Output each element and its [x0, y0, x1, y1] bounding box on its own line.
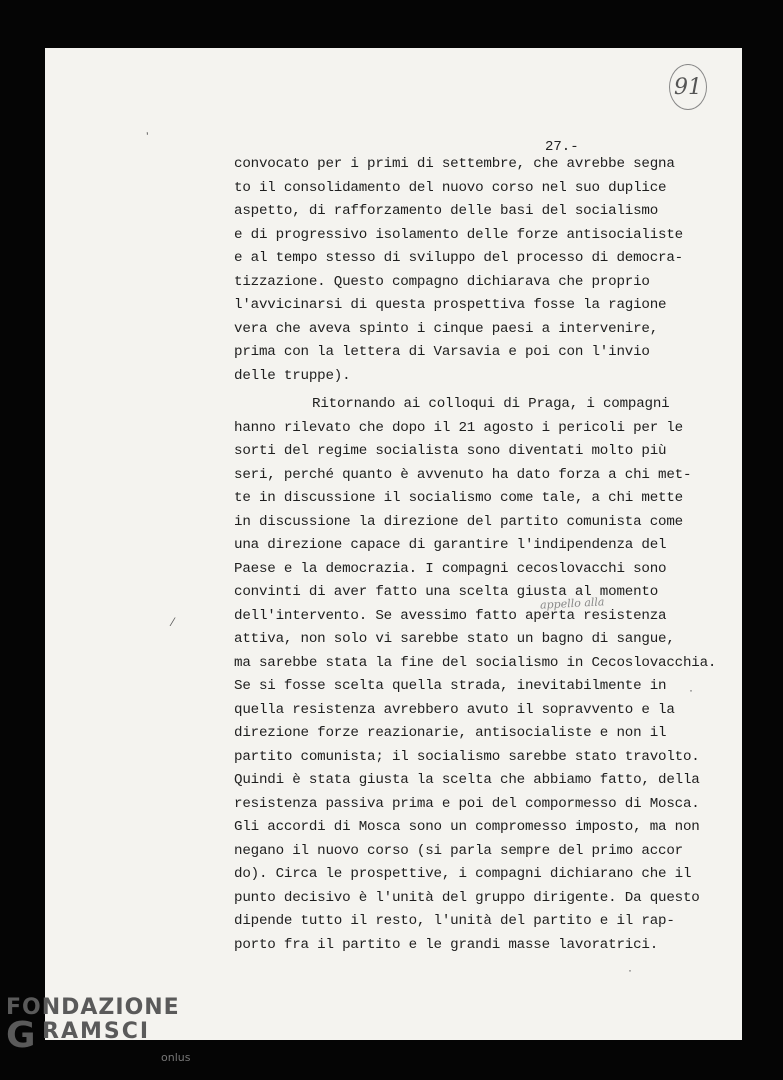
text-line: convocato per i primi di settembre, che avrebbe segna [234, 156, 675, 172]
text-line: convinti di aver fatto una scelta giusta al momento [234, 584, 659, 600]
logo-line2: RAMSCI [42, 1019, 151, 1044]
text-line: delle truppe). [234, 367, 351, 384]
fondazione-gramsci-logo [6, 995, 191, 1064]
text-line: punto decisivo è l'unità del gruppo dirigente. Da questo [234, 889, 700, 906]
text-line: dipende tutto il resto, l'unità del partito e il rap- [234, 913, 675, 929]
text-line: Gli accordi di Mosca sono un compromesso imposto, ma non [234, 819, 700, 835]
logo-g-mark: G [6, 1015, 36, 1056]
text-line: negano il nuovo corso (si parla sempre del primo accor [234, 842, 683, 859]
text-line: Se si fosse scelta quella strada, inevitabilmente in [234, 678, 667, 694]
text-line: partito comunista; il socialismo sarebbe stato travolto. [234, 748, 700, 765]
text-line: tizzazione. Questo compagno dichiarava che proprio [234, 273, 650, 290]
folio-number: 91 [669, 64, 707, 110]
margin-dot: · [689, 683, 693, 697]
text-line: Quindi è stata giusta la scelta che abbiamo fatto, della [234, 772, 700, 788]
text-line: una direzione capace di garantire l'indipendenza del [234, 537, 667, 553]
text-line: porto fra il partito e le grandi masse lavoratrici. [234, 936, 659, 953]
margin-mark: ⁄ [172, 615, 175, 629]
text-line: Ritornando ai colloqui di Praga, i compagni [312, 396, 670, 412]
text-line: e al tempo stesso di sviluppo del processo di democra- [234, 250, 683, 266]
margin-dot: · [628, 963, 632, 977]
logo-onlus: onlus [161, 1051, 191, 1064]
text-line: resistenza passiva prima e poi del compormesso di Mosca. [234, 795, 700, 812]
text-line: sorti del regime socialista sono diventati molto più [234, 443, 667, 459]
handwritten-annotation: appello alla [539, 595, 605, 612]
text-line: direzione forze reazionarie, antisocialiste e non il [234, 725, 667, 741]
text-line: vera che aveva spinto i cinque paesi a intervenire, [234, 320, 659, 337]
logo-line1: FONDAZIONE [6, 995, 180, 1020]
text-line: in discussione la direzione del partito comunista come [234, 513, 683, 530]
text-line: Paese e la democrazia. I compagni cecoslovacchi sono [234, 560, 667, 577]
text-line: dell'intervento. Se avessimo fatto aperta resistenza [234, 607, 667, 624]
text-line: aspetto, di rafforzamento delle basi del socialismo [234, 203, 659, 219]
text-line: ma sarebbe stata la fine del socialismo in Cecoslovacchia. [234, 654, 717, 671]
text-line: prima con la lettera di Varsavia e poi con l'invio [234, 344, 650, 360]
text-line: seri, perché quanto è avvenuto ha dato forza a chi met- [234, 466, 692, 483]
text-line: attiva, non solo vi sarebbe stato un bagno di sangue, [234, 631, 675, 647]
text-line: quella resistenza avrebbero avuto il sopravvento e la [234, 701, 675, 718]
text-line: e di progressivo isolamento delle forze antisocialiste [234, 226, 683, 243]
text-line: do). Circa le prospettive, i compagni dichiarano che il [234, 866, 692, 882]
margin-mark: ʼ [146, 130, 149, 144]
text-line: to il consolidamento del nuovo corso nel suo duplice [234, 179, 667, 196]
text-line: l'avvicinarsi di questa prospettiva fosse la ragione [234, 297, 667, 313]
page-number: 27.- [545, 139, 579, 155]
text-line: hanno rilevato che dopo il 21 agosto i pericoli per le [234, 419, 683, 436]
text-line: te in discussione il socialismo come tale, a chi mette [234, 490, 683, 506]
